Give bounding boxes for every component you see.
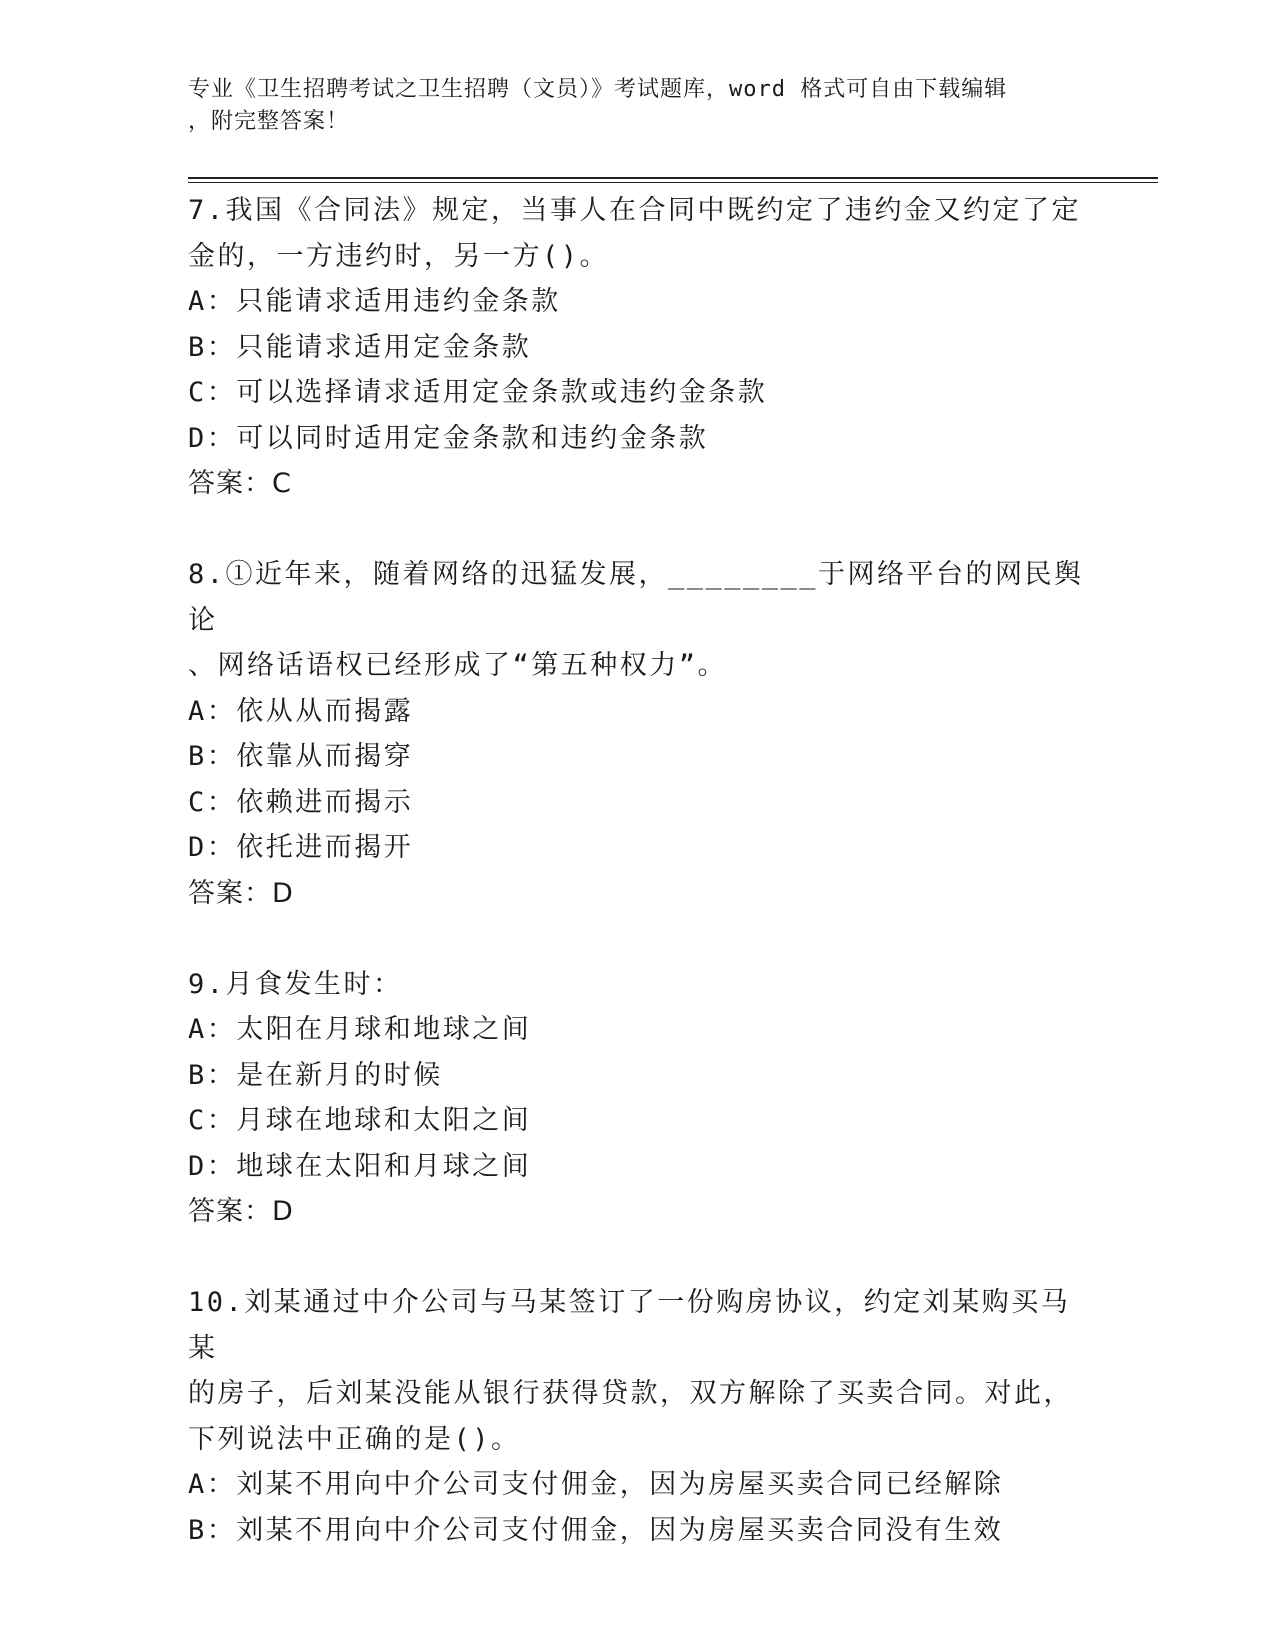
answer-line: 答案：D	[188, 877, 294, 909]
option-b: B：是在新月的时候	[188, 1059, 443, 1091]
header-line-1: 专业《卫生招聘考试之卫生招聘（文员）》考试题库，word 格式可自由下载编辑	[188, 77, 1008, 102]
document-header	[188, 74, 1068, 138]
option-c: C：依赖进而揭示	[188, 786, 414, 818]
question-8	[188, 552, 1088, 916]
question-stem-line: 的房子，后刘某没能从银行获得贷款，双方解除了买卖合同。对此，	[188, 1378, 1073, 1409]
question-stem-line: 9.月食发生时：	[188, 968, 403, 1000]
question-10	[188, 1280, 1088, 1553]
option-a: A：依从从而揭露	[188, 695, 414, 727]
question-stem-line: 8.①近年来，随着网络的迅猛发展，________于网络平台的网民舆论	[188, 559, 1084, 636]
question-stem-line: 金的，一方违约时，另一方()。	[188, 240, 610, 272]
question-spacer	[188, 1234, 1088, 1280]
option-b: B：只能请求适用定金条款	[188, 331, 532, 363]
header-divider-thin	[188, 182, 1158, 183]
option-d: D：可以同时适用定金条款和违约金条款	[188, 422, 709, 454]
header-line-2: ，附完整答案！	[188, 109, 350, 134]
answer-line: 答案：C	[188, 468, 292, 499]
option-b: B：刘某不用向中介公司支付佣金，因为房屋买卖合同没有生效	[188, 1514, 1004, 1546]
question-list	[188, 188, 1088, 1553]
option-c: C：月球在地球和太阳之间	[188, 1105, 532, 1136]
option-a: A：刘某不用向中介公司支付佣金，因为房屋买卖合同已经解除	[188, 1469, 1004, 1500]
question-spacer	[188, 506, 1088, 552]
question-spacer	[188, 916, 1088, 962]
question-stem-line: 、网络话语权已经形成了“第五种权力”。	[188, 650, 728, 681]
option-d: D：依托进而揭开	[188, 832, 414, 863]
option-d: D：地球在太阳和月球之间	[188, 1150, 532, 1182]
option-a: A：只能请求适用违约金条款	[188, 286, 561, 317]
question-7	[188, 188, 1088, 506]
option-c: C：可以选择请求适用定金条款或违约金条款	[188, 377, 768, 408]
option-b: B：依靠从而揭穿	[188, 741, 414, 772]
header-divider-thick	[188, 177, 1158, 179]
question-stem-line: 下列说法中正确的是()。	[188, 1423, 521, 1455]
answer-line: 答案：D	[188, 1196, 294, 1227]
question-9	[188, 962, 1088, 1235]
question-stem-line: 10.刘某通过中介公司与马某签订了一份购房协议，约定刘某购买马某	[188, 1287, 1071, 1364]
question-stem-line: 7.我国《合同法》规定，当事人在合同中既约定了违约金又约定了定	[188, 195, 1082, 226]
option-a: A：太阳在月球和地球之间	[188, 1014, 532, 1045]
